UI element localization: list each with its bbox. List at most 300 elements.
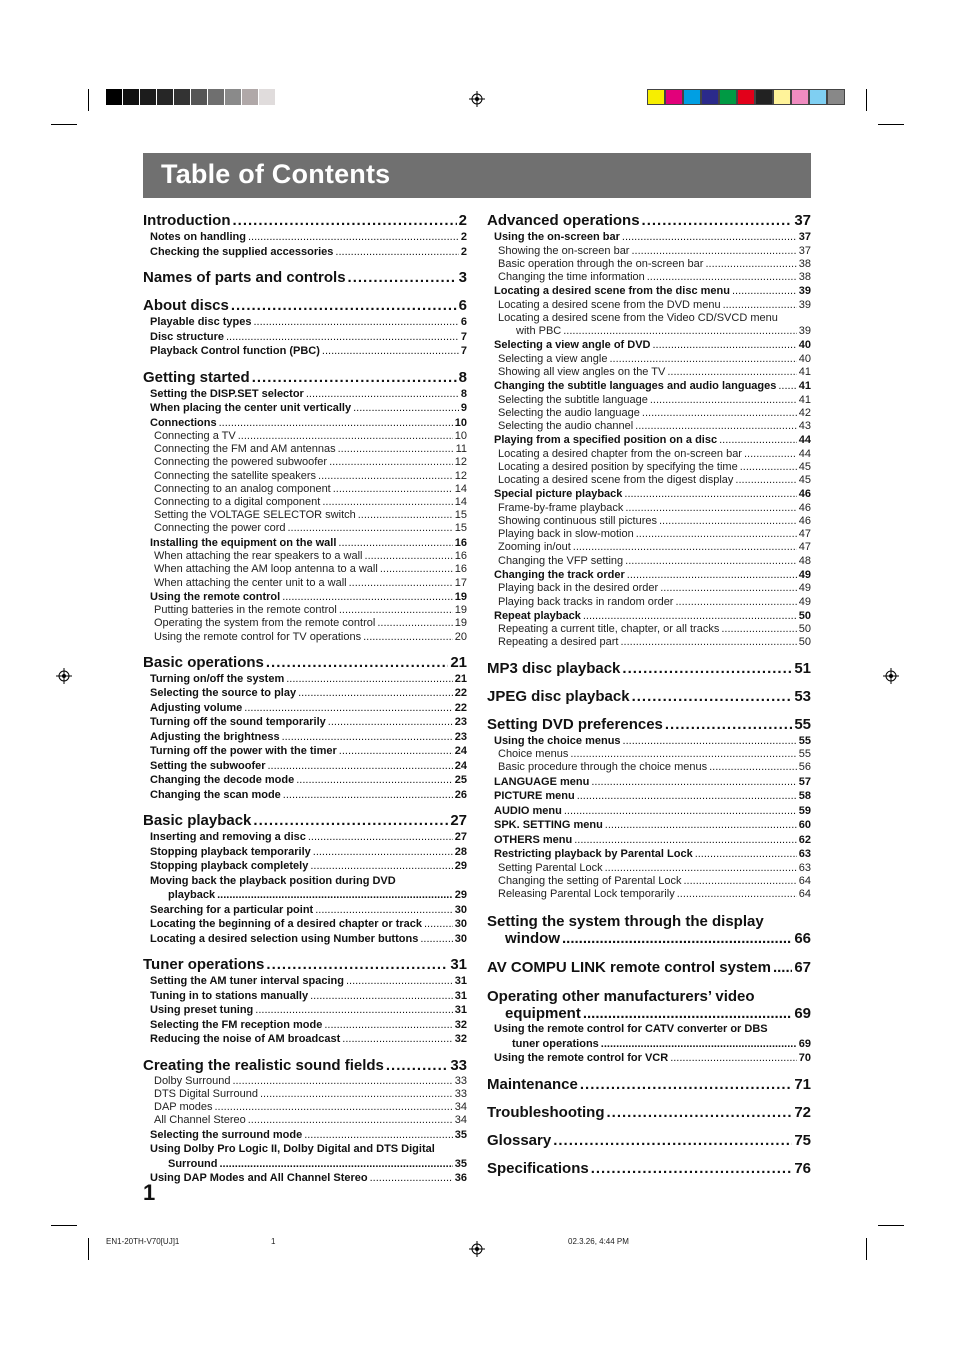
toc-entry[interactable] [143, 715, 467, 730]
toc-entry-title: All Channel Stereo [154, 1114, 246, 1127]
toc-entry[interactable] [487, 366, 811, 379]
toc-entry-title: Playing from a specified position on a disc [494, 434, 718, 447]
registration-mark-icon [469, 91, 485, 107]
dot-leader [348, 268, 457, 287]
toc-entry-page: 41 [798, 393, 811, 406]
dot-leader [342, 1032, 452, 1047]
toc-entry-page: 21 [454, 672, 467, 685]
toc-entry-page: 41 [798, 365, 811, 378]
toc-entry[interactable] [143, 1171, 467, 1186]
toc-left-column [143, 208, 467, 1186]
dot-leader [624, 487, 796, 502]
dot-leader [365, 550, 453, 563]
dot-leader [358, 509, 453, 522]
toc-entry[interactable] [143, 443, 467, 456]
toc-entry[interactable] [487, 636, 811, 649]
toc-entry-page: 19 [454, 590, 467, 603]
toc-entry-title: with PBC [516, 325, 562, 338]
toc-entry-page: 33 [454, 1074, 467, 1087]
right-color-calibration-bar [647, 89, 845, 105]
toc-entry-page: 7 [460, 330, 467, 343]
dot-leader [253, 811, 448, 830]
toc-entry-title: Setting Parental Lock [498, 861, 603, 874]
toc-entry-page: 45 [798, 460, 811, 473]
dot-leader [231, 296, 457, 315]
toc-section[interactable] [487, 913, 811, 930]
dot-leader [310, 989, 453, 1004]
title-bar [143, 153, 811, 198]
toc-entry[interactable] [487, 623, 811, 636]
toc-entry-title: Basic playback [143, 812, 252, 830]
toc-entry[interactable] [487, 474, 811, 487]
toc-entry-page: 26 [454, 788, 467, 801]
toc-entry[interactable] [487, 271, 811, 284]
toc-entry-page: 31 [450, 956, 467, 974]
dot-leader [346, 974, 453, 989]
toc-entry[interactable] [143, 470, 467, 483]
toc-entry[interactable] [487, 818, 811, 833]
toc-entry[interactable] [487, 582, 811, 595]
toc-entry-page: 29 [454, 860, 467, 873]
toc-entry[interactable] [143, 917, 467, 932]
toc-entry-page: 28 [454, 845, 467, 858]
crop-mark [878, 1225, 904, 1226]
toc-entry[interactable] [143, 1018, 467, 1033]
toc-entry[interactable] [143, 617, 467, 630]
toc-entry[interactable] [143, 1142, 467, 1157]
toc-entry[interactable] [487, 1022, 811, 1037]
dot-leader [339, 604, 453, 617]
toc-entry-title: Using the remote control for VCR [494, 1052, 669, 1065]
toc-entry-page: 55 [798, 734, 811, 747]
toc-entry[interactable] [487, 394, 811, 407]
toc-entry[interactable] [487, 515, 811, 528]
toc-entry-title: Advanced operations [487, 212, 640, 229]
toc-entry-title: equipment [505, 1005, 581, 1023]
toc-entry[interactable] [487, 1051, 811, 1066]
toc-entry[interactable] [487, 338, 811, 353]
toc-entry[interactable] [143, 1032, 467, 1047]
toc-entry-page: 22 [454, 701, 467, 714]
toc-entry[interactable] [487, 862, 811, 875]
toc-entry[interactable] [143, 672, 467, 687]
toc-entry-page: 10 [454, 416, 467, 429]
toc-entry[interactable] [143, 1101, 467, 1114]
toc-entry-page: 19 [454, 617, 467, 630]
toc-entry-page: 39 [798, 298, 811, 311]
toc-entry[interactable] [143, 483, 467, 496]
toc-entry-title: Operating the system from the remote control [154, 617, 376, 630]
dot-leader [778, 379, 796, 394]
toc-entry-title: Setting DVD preferences [487, 715, 663, 733]
toc-entry-title: Moving back the playback position during DVD [150, 874, 396, 887]
toc-entry-page: 35 [454, 1157, 467, 1170]
toc-entry[interactable] [487, 609, 811, 624]
color-swatch [647, 89, 665, 105]
toc-section[interactable] [487, 715, 811, 734]
toc-entry[interactable] [487, 487, 811, 502]
toc-entry-title: Using Dolby Pro Logic II, Dolby Digital and DTS Digital [150, 1143, 435, 1156]
toc-entry[interactable] [143, 590, 467, 605]
toc-entry-title: Turning on/off the system [150, 672, 285, 685]
toc-entry-title: Changing the time information [498, 270, 645, 283]
toc-entry-page: 21 [450, 653, 467, 671]
toc-section[interactable] [487, 930, 811, 947]
toc-entry-title: MP3 disc playback [487, 659, 621, 677]
toc-entry-title: Locating a desired position by specifying the time [498, 460, 738, 473]
toc-section[interactable] [143, 211, 467, 230]
dot-leader [732, 284, 797, 299]
dot-leader [306, 387, 459, 402]
toc-entry[interactable] [487, 748, 811, 761]
toc-section[interactable] [487, 1131, 811, 1150]
toc-entry[interactable] [487, 502, 811, 515]
toc-entry-title: AUDIO menu [494, 804, 562, 817]
dot-leader [735, 474, 796, 487]
toc-entry[interactable] [487, 420, 811, 433]
toc-entry[interactable] [487, 353, 811, 366]
toc-section[interactable] [487, 1103, 811, 1122]
toc-entry-title: Selecting the subtitle language [498, 393, 648, 406]
toc-entry-page: 6 [458, 297, 467, 314]
toc-entry-title: Playing back in slow-motion [498, 528, 634, 541]
toc-entry[interactable] [143, 1157, 467, 1172]
toc-entry[interactable] [487, 407, 811, 420]
toc-entry[interactable] [487, 596, 811, 609]
dot-leader [248, 1114, 453, 1127]
toc-entry[interactable] [487, 312, 811, 325]
toc-entry[interactable] [487, 555, 811, 568]
dot-leader [310, 859, 452, 874]
toc-section[interactable] [143, 268, 467, 287]
toc-entry-title: Showing the on-screen bar [498, 244, 630, 257]
dot-leader [721, 623, 796, 636]
toc-entry-title: Repeat playback [494, 609, 581, 622]
toc-entry-page: 67 [794, 959, 811, 977]
toc-entry-title: Connections [150, 416, 217, 429]
toc-entry-page: 44 [798, 434, 811, 447]
dot-leader [328, 715, 453, 730]
toc-entry[interactable] [487, 833, 811, 848]
toc-entry[interactable] [487, 1037, 811, 1052]
toc-entry[interactable] [143, 631, 467, 644]
toc-entry-page: 16 [454, 550, 467, 563]
toc-entry-title: Repeating a desired part [498, 636, 619, 649]
toc-section[interactable] [143, 955, 467, 974]
dot-leader [677, 888, 797, 901]
toc-entry[interactable] [143, 330, 467, 345]
toc-entry-title: Using DAP Modes and All Channel Stereo [150, 1172, 368, 1185]
toc-entry[interactable] [143, 245, 467, 260]
toc-entry-page: 38 [798, 270, 811, 283]
dot-leader [605, 862, 797, 875]
dot-leader [740, 461, 797, 474]
dot-leader [217, 888, 453, 903]
toc-entry[interactable] [143, 686, 467, 701]
dot-leader [667, 366, 796, 379]
toc-entry[interactable] [143, 830, 467, 845]
toc-entry-page: 43 [798, 420, 811, 433]
dot-leader [719, 433, 797, 448]
dot-leader [625, 502, 796, 515]
dot-leader [670, 1051, 797, 1066]
toc-entry-title: DTS Digital Surround [154, 1088, 258, 1101]
dot-leader [627, 568, 797, 583]
toc-entry[interactable] [487, 888, 811, 901]
toc-entry[interactable] [487, 541, 811, 554]
toc-entry[interactable] [143, 1075, 467, 1088]
toc-entry[interactable] [143, 230, 467, 245]
toc-entry[interactable] [143, 989, 467, 1004]
toc-entry[interactable] [143, 744, 467, 759]
toc-entry[interactable] [143, 974, 467, 989]
toc-entry[interactable] [143, 788, 467, 803]
registration-mark-icon [883, 668, 899, 684]
toc-entry-title: When attaching the center unit to a wall [154, 576, 347, 589]
dot-leader [254, 315, 459, 330]
toc-section[interactable] [487, 659, 811, 678]
dot-leader [377, 617, 452, 630]
toc-entry-title: Choice menus [498, 748, 569, 761]
toc-section[interactable] [487, 687, 811, 706]
toc-entry-title: Selecting a view angle [498, 352, 608, 365]
toc-entry[interactable] [143, 845, 467, 860]
toc-entry-title: Using preset tuning [150, 1004, 254, 1017]
dot-leader [622, 230, 797, 245]
toc-entry-page: 56 [798, 761, 811, 774]
toc-entry-page: 27 [450, 812, 467, 830]
toc-entry-title: Playback Control function (PBC) [150, 345, 320, 357]
toc-entry-title: Changing the VFP setting [498, 554, 624, 567]
toc-entry[interactable] [143, 401, 467, 416]
toc-entry[interactable] [487, 433, 811, 448]
toc-entry[interactable] [143, 604, 467, 617]
toc-entry-page: 62 [798, 833, 811, 846]
toc-entry-page: 55 [794, 715, 811, 733]
dot-leader [609, 353, 796, 366]
toc-entry-title: Showing all view angles on the TV [498, 365, 666, 378]
toc-entry[interactable] [487, 734, 811, 749]
dot-leader [622, 659, 792, 678]
color-swatch [208, 89, 225, 105]
toc-entry[interactable] [143, 701, 467, 716]
toc-entry-page: 6 [460, 316, 467, 328]
dot-leader [659, 515, 797, 528]
toc-entry-title: Turning off the sound temporarily [150, 716, 326, 729]
toc-entry[interactable] [143, 456, 467, 469]
toc-entry-page: 32 [454, 1018, 467, 1031]
dot-leader [215, 1101, 453, 1114]
toc-entry-page: 75 [794, 1131, 811, 1149]
toc-entry[interactable] [143, 773, 467, 788]
toc-entry[interactable] [143, 496, 467, 509]
dot-leader [601, 1037, 797, 1052]
toc-entry[interactable] [487, 568, 811, 583]
toc-entry-title: Locating a desired scene from the Video CD/SVCD menu [498, 311, 778, 324]
toc-entry-title: Installing the equipment on the wall [150, 536, 337, 549]
toc-entry-title: Tuner operations [143, 956, 265, 974]
toc-entry-page: 14 [454, 496, 467, 509]
toc-section[interactable] [143, 296, 467, 315]
toc-entry[interactable] [143, 315, 467, 330]
toc-section[interactable] [487, 988, 811, 1005]
color-swatch [665, 89, 683, 105]
dot-leader [304, 1128, 453, 1143]
toc-entry-page: 2 [460, 245, 467, 258]
toc-entry[interactable] [487, 299, 811, 312]
toc-entry[interactable] [143, 759, 467, 774]
toc-entry[interactable] [487, 875, 811, 888]
toc-entry[interactable] [143, 430, 467, 443]
toc-entry-page: 17 [454, 576, 467, 589]
dot-leader [591, 775, 796, 790]
toc-entry[interactable] [143, 1114, 467, 1127]
toc-entry[interactable] [487, 379, 811, 394]
toc-entry-title: Setting the system through the display [487, 913, 764, 931]
toc-entry[interactable] [143, 509, 467, 522]
toc-entry-title: Basic operation through the on-screen bar [498, 257, 704, 270]
toc-entry[interactable] [143, 1088, 467, 1101]
toc-right-column [487, 208, 811, 1178]
toc-entry-title: DAP modes [154, 1101, 213, 1114]
toc-section[interactable] [487, 1159, 811, 1178]
registration-mark-icon [56, 668, 72, 684]
dot-leader [650, 394, 797, 407]
dot-leader [695, 847, 797, 862]
dot-leader [744, 448, 797, 461]
toc-entry-title: Connecting the FM and AM antennas [154, 443, 336, 456]
dot-leader [580, 1075, 792, 1094]
toc-entry[interactable] [143, 522, 467, 535]
toc-entry[interactable] [487, 775, 811, 790]
dot-leader [642, 211, 793, 230]
toc-entry[interactable] [143, 932, 467, 947]
toc-entry-title: Playing back in the desired order [498, 582, 659, 595]
toc-entry[interactable] [487, 258, 811, 271]
toc-entry-title: playback [168, 889, 216, 902]
toc-entry[interactable] [143, 563, 467, 576]
toc-entry-title: Glossary [487, 1131, 552, 1149]
dot-leader [773, 959, 792, 976]
toc-section[interactable] [487, 1075, 811, 1094]
toc-entry-title: LANGUAGE menu [494, 775, 590, 788]
dot-leader [338, 443, 454, 456]
dot-leader [570, 748, 796, 761]
toc-entry-title: Stopping playback temporarily [150, 845, 311, 858]
toc-entry[interactable] [143, 874, 467, 889]
toc-entry-page: 7 [460, 345, 467, 357]
dot-leader [683, 875, 796, 888]
toc-entry-page: 66 [794, 930, 811, 948]
toc-entry[interactable] [143, 730, 467, 745]
dot-leader [653, 338, 797, 353]
toc-entry-title: Connecting the powered subwoofer [154, 456, 328, 469]
dot-leader [632, 687, 793, 706]
toc-section[interactable] [143, 811, 467, 830]
toc-entry-page: 8 [460, 387, 467, 400]
dot-leader [577, 789, 797, 804]
toc-entry[interactable] [143, 416, 467, 431]
toc-entry-title: Releasing Parental Lock temporarily [498, 887, 675, 900]
toc-entry-title: Dolby Surround [154, 1074, 231, 1087]
toc-entry[interactable] [143, 1128, 467, 1143]
toc-entry-page: 57 [798, 775, 811, 788]
toc-entry[interactable] [143, 344, 467, 359]
toc-entry[interactable] [487, 284, 811, 299]
toc-entry[interactable] [143, 888, 467, 903]
toc-section[interactable] [143, 368, 467, 387]
toc-entry-title: Showing continuous still pictures [498, 515, 657, 528]
toc-entry-page: 2 [460, 231, 467, 243]
toc-entry[interactable] [143, 387, 467, 402]
color-swatch [157, 89, 174, 105]
toc-entry[interactable] [143, 1003, 467, 1018]
toc-entry[interactable] [143, 536, 467, 551]
toc-section[interactable] [487, 211, 811, 230]
toc-entry[interactable] [487, 230, 811, 245]
toc-entry[interactable] [143, 577, 467, 590]
toc-entry[interactable] [143, 859, 467, 874]
dot-leader [324, 1018, 452, 1033]
toc-entry[interactable] [487, 461, 811, 474]
toc-entry-page: 40 [798, 352, 811, 365]
toc-entry[interactable] [487, 325, 811, 338]
toc-entry-title: Checking the supplied accessories [150, 245, 334, 258]
toc-entry[interactable] [487, 847, 811, 862]
toc-entry[interactable] [487, 804, 811, 819]
dot-leader [238, 430, 453, 443]
toc-entry-page: 53 [794, 687, 811, 705]
dot-leader [583, 1005, 792, 1022]
footer-page: 1 [271, 1237, 276, 1246]
toc-entry-page: 69 [798, 1037, 811, 1050]
toc-entry-page: 39 [798, 285, 811, 298]
dot-leader [260, 1088, 453, 1101]
toc-entry[interactable] [143, 903, 467, 918]
dot-leader [353, 401, 459, 416]
toc-entry[interactable] [487, 789, 811, 804]
color-swatch [827, 89, 845, 105]
color-swatch [225, 89, 242, 105]
toc-entry-page: 15 [454, 509, 467, 522]
dot-leader [591, 1159, 793, 1178]
toc-entry-page: 37 [798, 244, 811, 257]
toc-entry[interactable] [487, 528, 811, 541]
toc-entry-page: 48 [798, 554, 811, 567]
toc-entry-title: Special picture playback [494, 488, 623, 501]
toc-entry[interactable] [143, 550, 467, 563]
toc-section[interactable] [143, 1056, 467, 1075]
dot-leader [607, 1103, 793, 1122]
dot-leader [636, 528, 797, 541]
toc-section[interactable] [487, 959, 811, 976]
toc-entry-title: AV COMPU LINK remote control system [487, 959, 771, 977]
dot-leader [244, 701, 452, 716]
toc-entry[interactable] [487, 448, 811, 461]
dot-leader [313, 845, 453, 860]
dot-leader [287, 522, 452, 535]
toc-entry-page: 71 [794, 1075, 811, 1093]
color-swatch [276, 89, 293, 105]
dot-leader [370, 1171, 453, 1186]
toc-section[interactable] [487, 1005, 811, 1022]
toc-entry-page: 35 [454, 1128, 467, 1141]
toc-entry[interactable] [487, 761, 811, 774]
toc-section[interactable] [143, 653, 467, 672]
toc-entry-page: 31 [454, 975, 467, 988]
toc-entry-title: Changing the decode mode [150, 774, 295, 787]
toc-entry[interactable] [487, 245, 811, 258]
